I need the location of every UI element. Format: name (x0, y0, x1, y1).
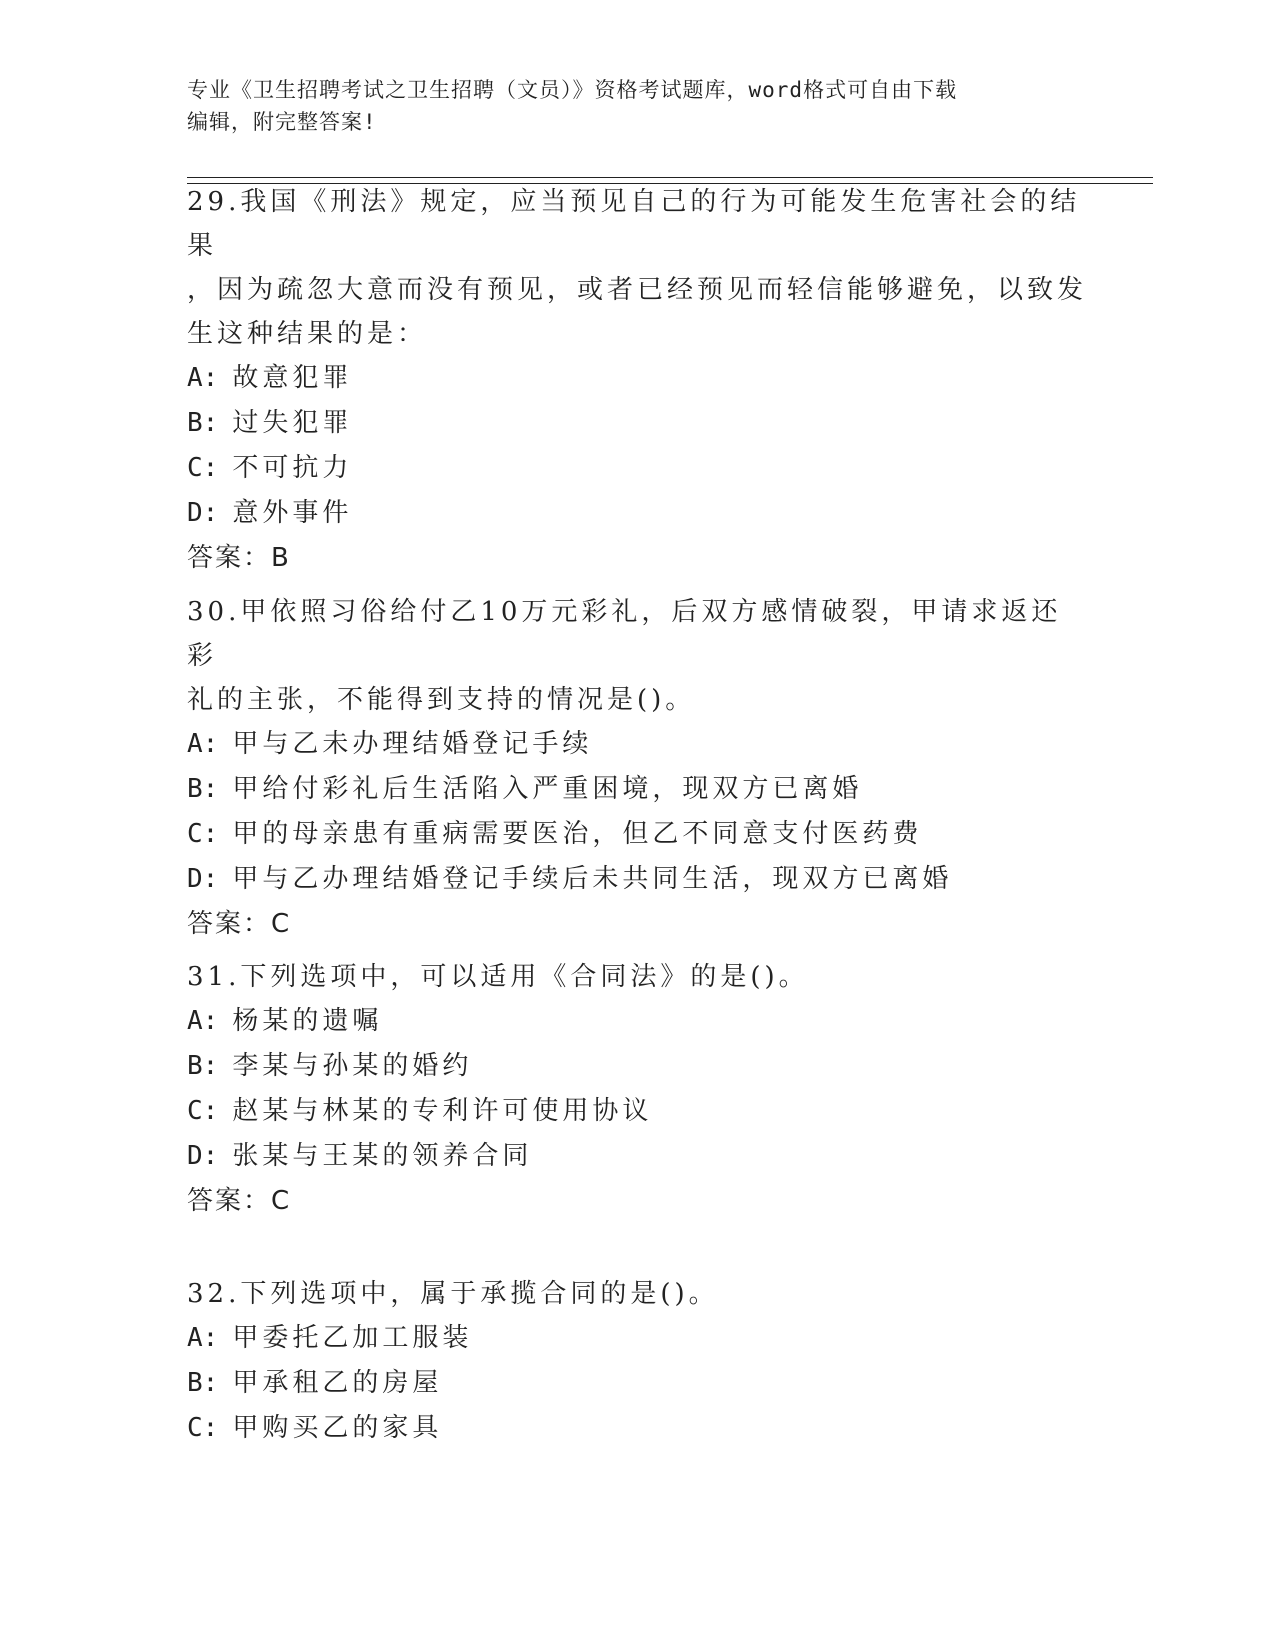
question-32 (187, 1272, 1087, 1451)
option-text: 甲的母亲患有重病需要医治，但乙不同意支付医药费 (232, 819, 923, 849)
option-letter: D: (187, 1141, 219, 1171)
option-letter: C: (187, 819, 219, 849)
header-line-2: 编辑，附完整答案! (187, 110, 377, 134)
option-letter: C: (187, 453, 219, 483)
answer-line: 答案：B (187, 543, 291, 573)
option-d (187, 491, 1087, 536)
option-letter: A: (187, 1006, 219, 1036)
option-d (187, 1134, 1087, 1179)
option-letter: B: (187, 1051, 219, 1081)
option-text: 赵某与林某的专利许可使用协议 (232, 1096, 653, 1126)
option-a (187, 1316, 1087, 1361)
question-text-line: 生这种结果的是： (187, 319, 428, 349)
option-text: 过失犯罪 (232, 408, 353, 438)
question-text-line: 礼的主张，不能得到支持的情况是()。 (187, 685, 696, 715)
option-text: 故意犯罪 (232, 363, 353, 393)
option-letter: C: (187, 1413, 219, 1443)
question-text-line: 29.我国《刑法》规定，应当预见自己的行为可能发生危害社会的结果 (187, 187, 1081, 261)
header-line-1: 专业《卫生招聘考试之卫生招聘（文员）》资格考试题库，word格式可自由下载 (187, 78, 958, 102)
question-30 (187, 590, 1087, 947)
option-text: 意外事件 (232, 498, 353, 528)
question-text-line: 30.甲依照习俗给付乙10万元彩礼，后双方感情破裂，甲请求返还彩 (187, 597, 1062, 671)
option-letter: B: (187, 774, 219, 804)
option-text: 李某与孙某的婚约 (232, 1051, 473, 1081)
option-letter: A: (187, 729, 219, 759)
option-text: 张某与王某的领养合同 (232, 1141, 533, 1171)
option-text: 不可抗力 (232, 453, 353, 483)
option-c (187, 446, 1087, 491)
answer-line: 答案：C (187, 1186, 292, 1216)
option-letter: D: (187, 864, 219, 894)
option-b (187, 401, 1087, 446)
document-header (187, 74, 1087, 138)
option-text: 甲与乙未办理结婚登记手续 (232, 729, 593, 759)
question-text-line: ，因为疏忽大意而没有预见，或者已经预见而轻信能够避免，以致发 (187, 275, 1088, 305)
option-letter: C: (187, 1096, 219, 1126)
option-text: 甲委托乙加工服装 (232, 1323, 473, 1353)
question-text-line: 31.下列选项中，可以适用《合同法》的是()。 (187, 962, 809, 992)
option-letter: B: (187, 408, 219, 438)
option-d (187, 857, 1087, 902)
option-c (187, 1089, 1087, 1134)
option-text: 甲与乙办理结婚登记手续后未共同生活，现双方已离婚 (232, 864, 953, 894)
option-b (187, 767, 1087, 812)
option-c (187, 812, 1087, 857)
option-a (187, 722, 1087, 767)
question-29 (187, 180, 1087, 581)
option-c (187, 1406, 1087, 1451)
option-letter: A: (187, 363, 219, 393)
question-31 (187, 955, 1087, 1224)
option-text: 甲承租乙的房屋 (232, 1368, 443, 1398)
option-a (187, 999, 1087, 1044)
option-letter: B: (187, 1368, 219, 1398)
option-a (187, 356, 1087, 401)
option-letter: D: (187, 498, 219, 528)
option-text: 杨某的遗嘱 (232, 1006, 383, 1036)
option-text: 甲购买乙的家具 (232, 1413, 443, 1443)
question-text-line: 32.下列选项中，属于承揽合同的是()。 (187, 1279, 719, 1309)
option-text: 甲给付彩礼后生活陷入严重困境，现双方已离婚 (232, 774, 863, 804)
option-b (187, 1044, 1087, 1089)
answer-line: 答案：C (187, 909, 292, 939)
option-letter: A: (187, 1323, 219, 1353)
option-b (187, 1361, 1087, 1406)
